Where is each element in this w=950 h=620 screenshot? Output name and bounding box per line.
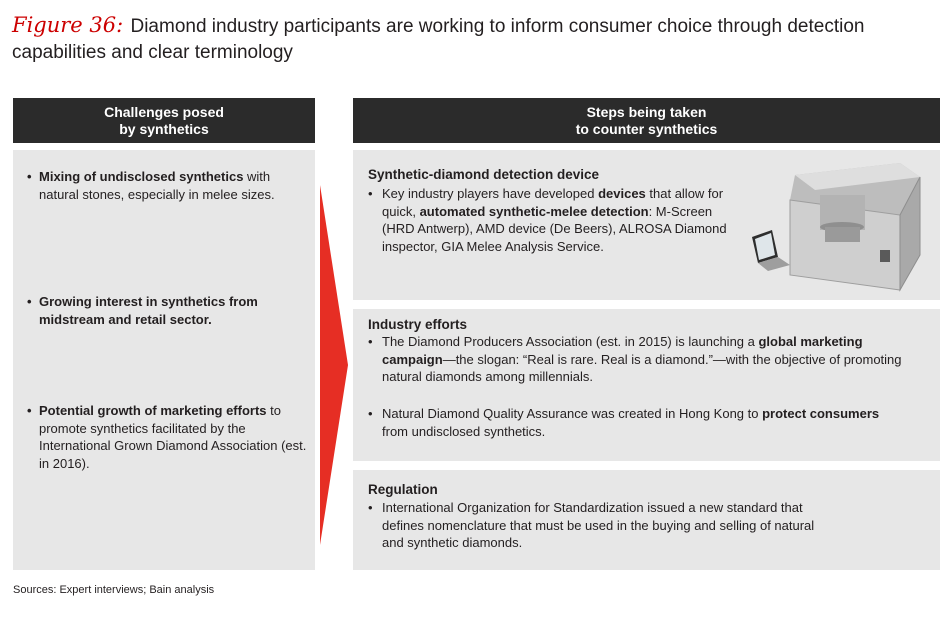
- regulation-title: Regulation: [368, 482, 438, 497]
- detection-body: [368, 185, 748, 255]
- industry-item: [368, 333, 903, 386]
- bullet-icon: •: [368, 500, 373, 515]
- industry-title: Industry efforts: [368, 317, 468, 332]
- challenges-header: Challenges posed by synthetics: [13, 98, 315, 143]
- industry-text: —the slogan: “Real is rare. Real is a diamond.”—with the objective of promoting natural diamonds among millennials.: [382, 351, 902, 384]
- figure-label: Figure 36:: [12, 13, 124, 37]
- bullet-icon: •: [368, 406, 373, 421]
- industry-panel: [353, 309, 940, 461]
- red-arrow-icon: [320, 185, 348, 545]
- figure-title-text: Diamond industry participants are working to inform consumer choice through detection capabilities and clear terminology: [12, 16, 865, 63]
- detection-text: Key industry players have developed: [382, 186, 599, 201]
- detection-bold: automated synthetic-melee detection: [419, 203, 649, 219]
- challenge-item: [27, 168, 309, 203]
- detection-bold: devices: [598, 186, 646, 201]
- bullet-icon: •: [27, 294, 32, 309]
- detection-title: Synthetic-diamond detection device: [368, 167, 600, 182]
- industry-item: [368, 405, 903, 440]
- challenge-item: [27, 402, 309, 472]
- challenge-bold: Potential growth of marketing efforts: [39, 403, 267, 418]
- challenge-text: with natural stones, especially in melee sizes.: [39, 169, 275, 202]
- industry-text: Natural Diamond Quality Assurance was created in Hong Kong to: [382, 406, 763, 421]
- regulation-text: International Organization for Standardization issued a new standard that defines nomenclature that must be used in the buying and selling of natural and synthetic diamonds.: [382, 500, 815, 550]
- bullet-icon: •: [368, 186, 373, 201]
- challenges-panel: [13, 150, 315, 570]
- industry-bold: global marketing campaign: [382, 334, 863, 367]
- detection-device-icon: [750, 155, 935, 295]
- regulation-item: [368, 499, 823, 552]
- challenge-text: to promote synthetics facilitated by the International Grown Diamond Association (est. in 2016).: [39, 403, 307, 471]
- regulation-panel: [353, 470, 940, 570]
- industry-bold: protect consumers: [762, 406, 880, 421]
- steps-header: Steps being taken to counter synthetics: [353, 98, 940, 143]
- figure-title: [12, 12, 942, 66]
- challenge-bold: Mixing of undisclosed synthetics: [39, 169, 244, 184]
- industry-text: from undisclosed synthetics.: [382, 423, 546, 439]
- industry-text: The Diamond Producers Association (est. in 2015) is launching a: [382, 334, 759, 349]
- detection-text: that allow for quick,: [382, 186, 724, 219]
- bullet-icon: •: [368, 334, 373, 349]
- bullet-icon: •: [27, 169, 32, 184]
- challenge-item: [27, 293, 309, 328]
- challenge-bold: Growing interest in synthetics from midstream and retail sector.: [39, 294, 258, 327]
- bullet-icon: •: [27, 403, 32, 418]
- sources-note: Sources: Expert interviews; Bain analysis: [13, 584, 215, 596]
- detection-text: : M-Screen (HRD Antwerp), AMD device (De Beers), ALROSA Diamond inspector, GIA Melee Analysis Service.: [382, 203, 727, 254]
